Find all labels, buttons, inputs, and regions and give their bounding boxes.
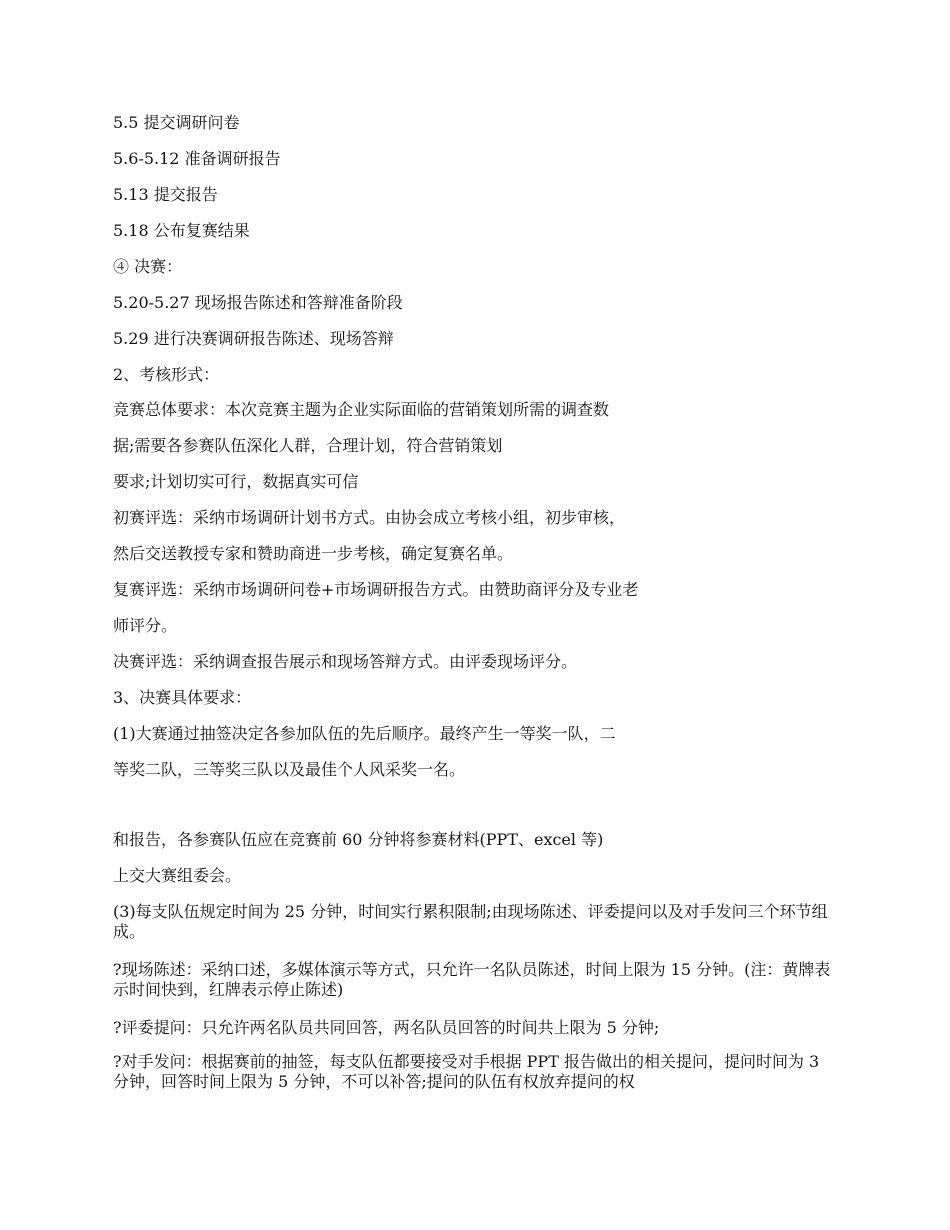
text-line: 要求;计划切实可行，数据真实可信 (113, 472, 359, 491)
text-line: 和报告，各参赛队伍应在竞赛前 60 分钟将参赛材料(PPT、excel 等) (113, 830, 604, 849)
text-line: (1)大赛通过抽签决定各参加队伍的先后顺序。最终产生一等奖一队，二 (113, 724, 616, 743)
text-line: 5.20-5.27 现场报告陈述和答辩准备阶段 (113, 293, 403, 312)
text-line: 竞赛总体要求：本次竞赛主题为企业实际面临的营销策划所需的调查数 (113, 400, 610, 419)
text-paragraph: (3)每支队伍规定时间为 25 分钟，时间实行累积限制;由现场陈述、评委提问以及对手发问三个环节组成。 (113, 902, 828, 941)
text-line: 5.5 提交调研问卷 (113, 113, 240, 132)
text-line: ④ 决赛： (113, 257, 183, 276)
text-line: 然后交送教授专家和赞助商进一步考核，确定复赛名单。 (113, 544, 514, 563)
text-paragraph: ?评委提问：只允许两名队员共同回答，两名队员回答的时间共上限为 5 分钟; (113, 1018, 660, 1037)
section-heading: 3、决赛具体要求： (113, 688, 252, 707)
text-line: 据;需要各参赛队伍深化人群，合理计划，符合营销策划 (113, 436, 503, 455)
text-line: 5.29 进行决赛调研报告陈述、现场答辩 (113, 329, 394, 348)
text-line: 等奖二队，三等奖三队以及最佳个人风采奖一名。 (113, 760, 466, 779)
text-line: 初赛评选：采纳市场调研计划书方式。由协会成立考核小组，初步审核， (113, 508, 626, 527)
section-heading: 2、考核形式： (113, 365, 220, 384)
text-line: 上交大赛组委会。 (113, 866, 242, 885)
text-paragraph: ?现场陈述：采纳口述，多媒体演示等方式，只允许一名队员陈述，时间上限为 15 分钟。(注：黄牌表示时间快到，红牌表示停止陈述) (113, 960, 831, 999)
text-line: 5.18 公布复赛结果 (113, 221, 250, 240)
text-line: 5.13 提交报告 (113, 185, 218, 204)
text-line: 师评分。 (113, 616, 178, 635)
text-line: 5.6-5.12 准备调研报告 (113, 149, 281, 168)
text-line: 复赛评选：采纳市场调研问卷+市场调研报告方式。由赞助商评分及专业老 (113, 580, 639, 599)
text-line: 决赛评选：采纳调查报告展示和现场答辩方式。由评委现场评分。 (113, 652, 578, 671)
text-paragraph: ?对手发问：根据赛前的抽签，每支队伍都要接受对手根据 PPT 报告做出的相关提问，提问时间为 3 分钟，回答时间上限为 5 分钟，不可以补答;提问的队伍有权放弃提问的权 (113, 1052, 820, 1091)
